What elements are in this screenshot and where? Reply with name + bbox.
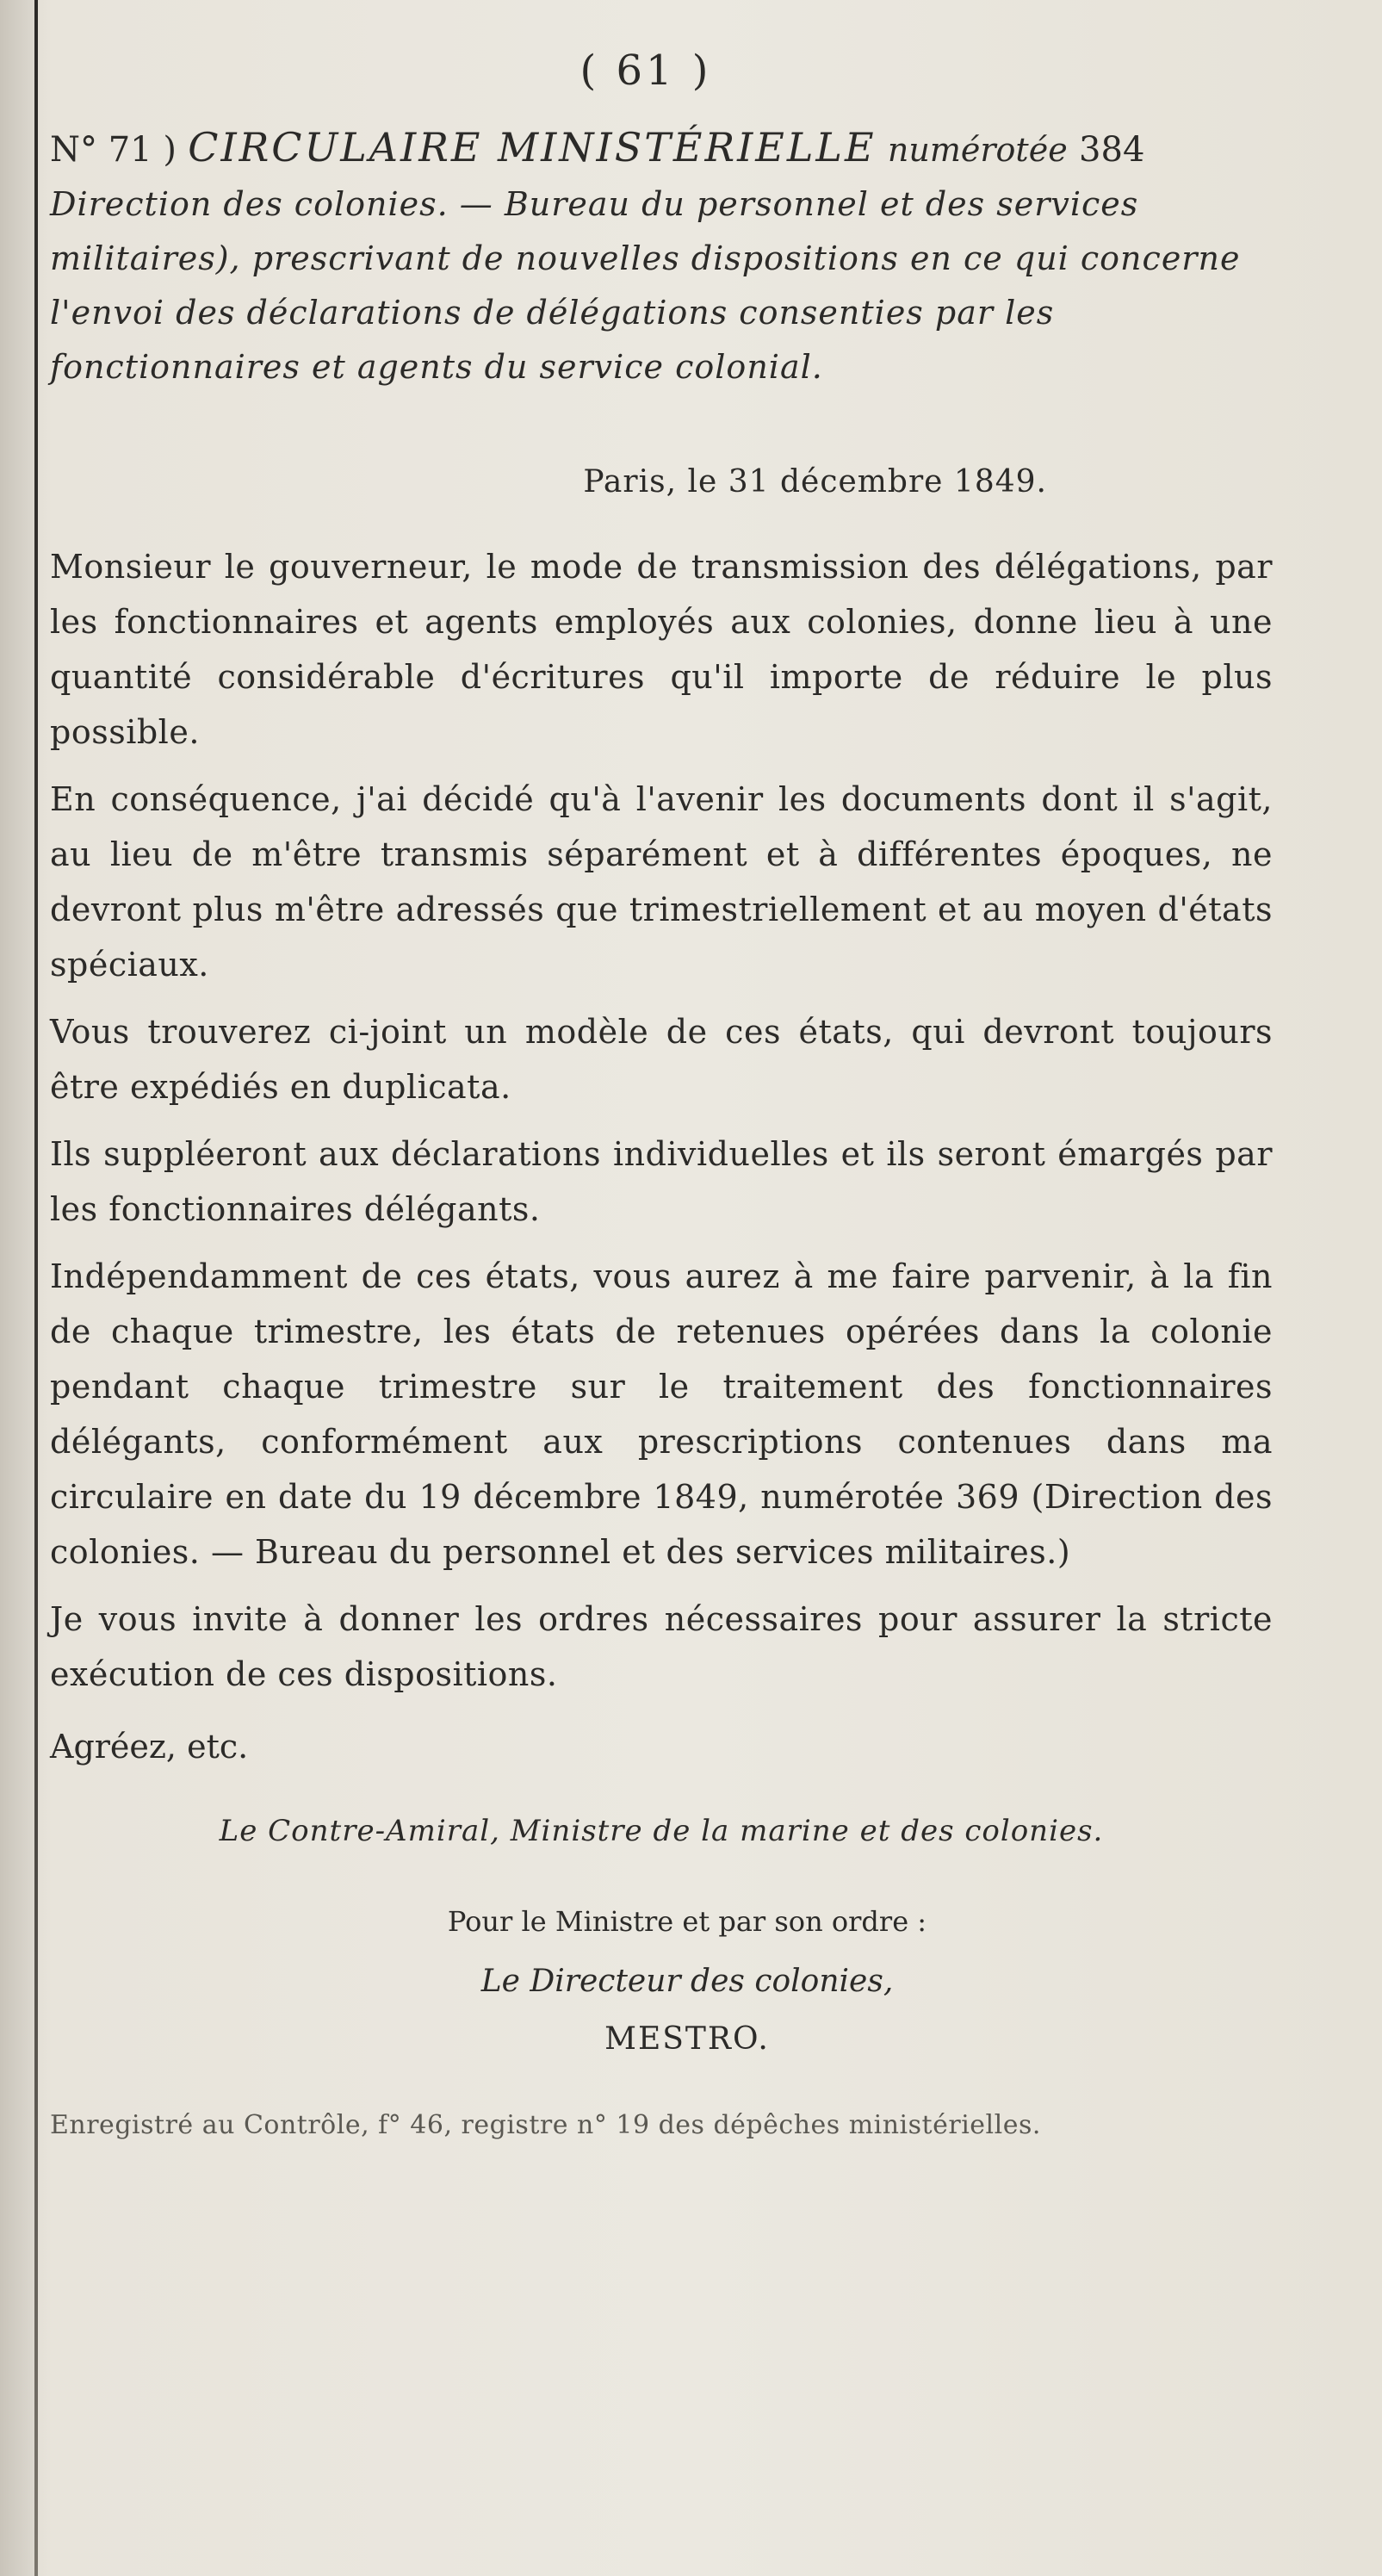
binding-shadow	[0, 0, 34, 2576]
signature-minister: Le Contre-Amiral, Ministre de la marine et des colonies.	[219, 1814, 1104, 1848]
registry-note: Enregistré au Contrôle, f° 46, registre n° 19 des dépêches ministérielles.	[50, 2110, 1041, 2140]
paragraph-1: Monsieur le gouverneur, le mode de transmission des délégations, par les fonctionnaires et agents employés aux colonies, donne lieu à une quantité considérable d'écritures qu'il importe de réduire le plus possible.	[50, 548, 1273, 751]
paragraph-3: Vous trouverez ci-joint un modèle de ces états, qui devront toujours être expédiés en duplicata.	[50, 1013, 1273, 1106]
director-title: Le Directeur des colonies,	[480, 1964, 894, 1999]
circular-description: Direction des colonies. — Bureau du personnel et des services militaires), prescrivant de nouvelles dispositions en ce qui concerne l'envoi des déclarations de délégations consenties par les fonctionnaires et agents du service colonial.	[50, 185, 1241, 386]
paragraph-2: En conséquence, j'ai décidé qu'à l'avenir les documents dont il s'agit, au lieu de m'être transmis séparément et à différentes époques, ne devront plus m'être adressés que trimestriellement et au moyen d'états spéciaux.	[50, 780, 1273, 984]
document-body	[50, 121, 1273, 2140]
closing-formula: Agréez, etc.	[50, 1728, 249, 1766]
circular-title: CIRCULAIRE MINISTÉRIELLE	[188, 124, 877, 171]
numbered-value: 384	[1079, 130, 1145, 170]
dateline: Paris, le 31 décembre 1849.	[583, 464, 1047, 500]
page-number: ( 61 )	[579, 47, 712, 95]
circular-heading	[50, 121, 1273, 394]
order-line: Pour le Ministre et par son ordre :	[447, 1905, 927, 1938]
paragraph-5: Indépendamment de ces états, vous aurez à me faire parvenir, à la fin de chaque trimestre, les états de retenues opérées dans la colonie pendant chaque trimestre sur le traitement des fonctionnaires délégants, conformément aux prescriptions contenues dans ma circulaire en date du 19 décembre 1849, numérotée 369 (Direction des colonies. — Bureau du personnel et des services militaires.)	[50, 1257, 1273, 1571]
circular-number: N° 71 )	[50, 130, 177, 170]
director-name: MESTRO.	[604, 2021, 770, 2057]
paragraph-6: Je vous invite à donner les ordres nécessaires pour assurer la stricte exécution de ces dispositions.	[50, 1600, 1273, 1693]
numbered-label: numérotée	[887, 131, 1068, 169]
binding-edge	[34, 0, 38, 2576]
paragraph-4: Ils suppléeront aux déclarations individuelles et ils seront émargés par les fonctionnaires délégants.	[50, 1135, 1273, 1228]
